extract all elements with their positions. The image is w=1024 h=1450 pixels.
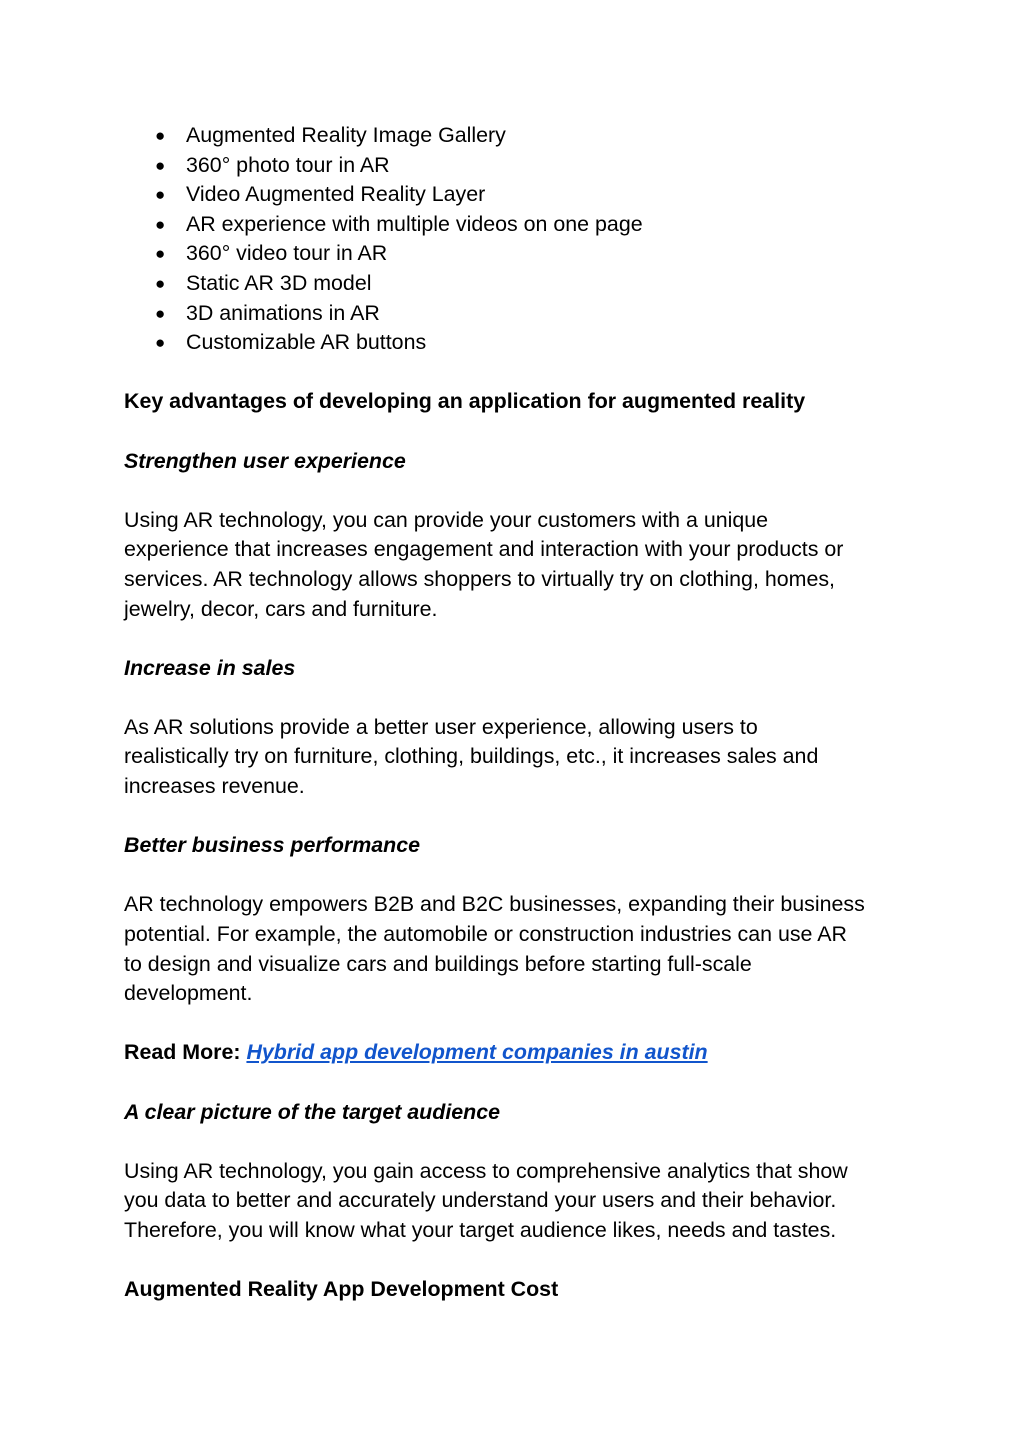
read-more-line	[124, 1038, 914, 1068]
list-item: ● 3D animations in AR	[124, 299, 914, 329]
bullet-icon: ●	[155, 214, 166, 234]
cost-heading: Augmented Reality App Development Cost	[124, 1277, 559, 1302]
paragraph-line: AR technology empowers B2B and B2C businesses, expanding their business	[124, 892, 865, 917]
paragraph-line: to design and visualize cars and buildings before starting full-scale	[124, 951, 752, 976]
list-item: ● Static AR 3D model	[124, 269, 914, 299]
read-more-link[interactable]: Hybrid app development companies in austin	[246, 1040, 708, 1065]
bullet-icon: ●	[155, 155, 166, 175]
paragraph-line: jewelry, decor, cars and furniture.	[124, 596, 438, 621]
list-item: ● AR experience with multiple videos on one page	[124, 210, 914, 240]
paragraph-line: services. AR technology allows shoppers to virtually try on clothing, homes,	[124, 566, 835, 591]
read-more-label: Read More:	[124, 1040, 241, 1065]
audience-paragraph	[124, 1157, 914, 1246]
bullet-icon: ●	[155, 185, 166, 205]
bullet-icon: ●	[155, 303, 166, 323]
key-advantages-heading: Key advantages of developing an application for augmented reality	[124, 389, 806, 414]
audience-heading: A clear picture of the target audience	[124, 1099, 501, 1124]
bullet-icon: ●	[155, 244, 166, 264]
paragraph-line: As AR solutions provide a better user experience, allowing users to	[124, 714, 758, 739]
document-page	[124, 121, 914, 1305]
paragraph-line: development.	[124, 981, 253, 1006]
bullet-icon: ●	[155, 273, 166, 293]
feature-list	[124, 121, 914, 358]
paragraph-line: experience that increases engagement and interaction with your products or	[124, 537, 844, 562]
paragraph-line: increases revenue.	[124, 774, 305, 799]
sales-paragraph	[124, 713, 914, 802]
ux-paragraph	[124, 506, 914, 624]
list-item: ● Video Augmented Reality Layer	[124, 180, 914, 210]
list-item: ● Customizable AR buttons	[124, 328, 914, 358]
list-item: ● 360° video tour in AR	[124, 239, 914, 269]
list-item: ● 360° photo tour in AR	[124, 151, 914, 181]
sales-heading: Increase in sales	[124, 655, 296, 680]
paragraph-line: realistically try on furniture, clothing, buildings, etc., it increases sales and	[124, 744, 819, 769]
paragraph-line: you data to better and accurately understand your users and their behavior.	[124, 1188, 837, 1213]
performance-paragraph	[124, 890, 914, 1008]
performance-heading: Better business performance	[124, 833, 421, 858]
paragraph-line: Using AR technology, you can provide your customers with a unique	[124, 507, 769, 532]
list-item: ● Augmented Reality Image Gallery	[124, 121, 914, 151]
paragraph-line: Therefore, you will know what your target audience likes, needs and tastes.	[124, 1217, 837, 1242]
bullet-icon: ●	[155, 126, 166, 145]
paragraph-line: Using AR technology, you gain access to comprehensive analytics that show	[124, 1158, 848, 1183]
ux-heading: Strengthen user experience	[124, 448, 406, 473]
paragraph-line: potential. For example, the automobile or construction industries can use AR	[124, 922, 847, 947]
bullet-icon: ●	[155, 333, 166, 353]
